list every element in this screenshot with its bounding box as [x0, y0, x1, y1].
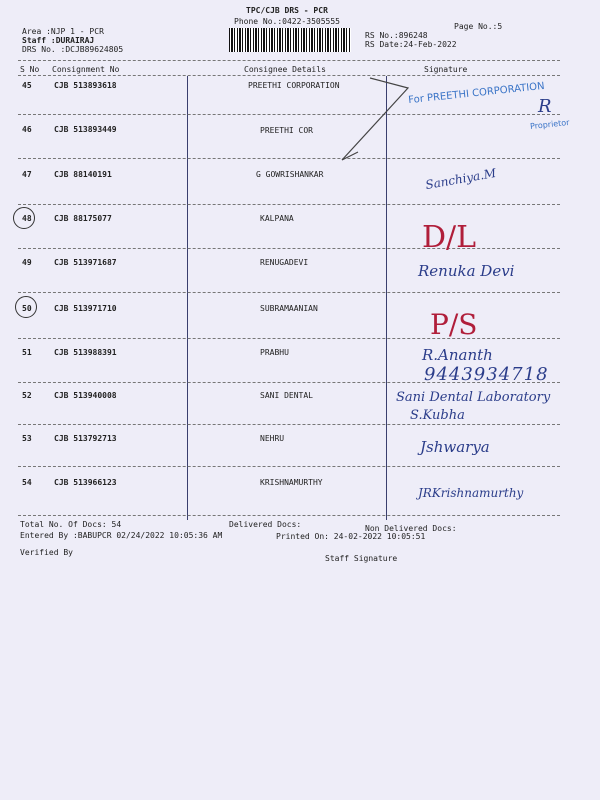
signature: Jshwarya	[420, 438, 490, 456]
printed-on: Printed On: 24-02-2022 10:05:51	[276, 532, 426, 541]
sheet-title: TPC/CJB DRS - PCR	[246, 6, 328, 15]
col-header-consignment: Consignment No	[52, 65, 120, 74]
row-consignee: SUBRAMAANIAN	[260, 304, 318, 313]
area-label: Area :NJP 1 - PCR	[22, 27, 104, 36]
row-consignment: CJB 513940008	[54, 391, 117, 400]
row-consignment: CJB 88140191	[54, 170, 112, 179]
row-sno: 52	[22, 391, 32, 400]
row-sno: 50	[22, 304, 32, 313]
col-header-sno: S No	[20, 65, 40, 74]
delivered-docs: Delivered Docs:	[229, 520, 302, 529]
row-sno: 46	[22, 125, 32, 134]
handwritten-phone: 9443934718	[424, 364, 549, 385]
row-consignment: CJB 513971687	[54, 258, 117, 267]
signature: R.Ananth	[422, 346, 493, 364]
page-number: Page No.:5	[454, 22, 503, 31]
row-consignment: CJB 513966123	[54, 478, 117, 487]
signature: P/S	[430, 308, 478, 341]
proprietor-initial: R	[538, 96, 552, 117]
row-divider	[18, 158, 560, 159]
row-divider	[18, 466, 560, 467]
dental-stamp: Sani Dental Laboratory	[396, 390, 551, 405]
row-divider	[18, 248, 560, 249]
barcode	[229, 28, 351, 52]
row-sno: 53	[22, 434, 32, 443]
row-consignment: CJB 513893449	[54, 125, 117, 134]
row-sno: 51	[22, 348, 32, 357]
staff-label: Staff :DURAIRAJ	[22, 36, 95, 45]
drs-number: DRS No. :DCJB89624805	[22, 45, 124, 54]
row-sno: 45	[22, 81, 32, 90]
row-consignee: PRABHU	[260, 348, 289, 357]
row-divider	[18, 515, 560, 516]
row-consignee: RENUGADEVI	[260, 258, 309, 267]
non-delivered-docs: Non Delivered Docs:	[365, 524, 457, 533]
row-divider	[18, 114, 560, 115]
row-divider	[18, 338, 560, 339]
company-stamp: For PREETHI CORPORATION	[407, 80, 546, 107]
col-header-signature: Signature	[424, 65, 468, 74]
row-consignee: KALPANA	[260, 214, 294, 223]
row-divider	[18, 204, 560, 205]
divider	[18, 75, 560, 76]
row-consignment: CJB 513893618	[54, 81, 117, 90]
total-docs: Total No. Of Docs: 54	[20, 520, 122, 529]
rs-date: RS Date:24-Feb-2022	[365, 40, 457, 49]
row-consignee: NEHRU	[260, 434, 285, 443]
signature: Renuka Devi	[418, 262, 515, 280]
company-stamp-proprietor: Proprietor	[529, 117, 570, 132]
signature: Sanchiya.M	[424, 165, 498, 193]
row-consignee: PREETHI COR	[260, 126, 313, 135]
column-separator	[187, 76, 188, 520]
row-sno: 49	[22, 258, 32, 267]
row-divider	[18, 292, 560, 293]
col-header-consignee: Consignee Details	[244, 65, 326, 74]
verified-by: Verified By	[20, 548, 73, 557]
staff-signature-label: Staff Signature	[325, 554, 398, 563]
divider	[18, 60, 560, 61]
row-consignment: CJB 513988391	[54, 348, 117, 357]
tick-mark	[330, 68, 410, 168]
row-consignment: CJB 513792713	[54, 434, 117, 443]
row-consignee: KRISHNAMURTHY	[260, 478, 323, 487]
row-sno: 47	[22, 170, 32, 179]
signature: S.Kubha	[410, 408, 465, 423]
row-consignee: PREETHI CORPORATION	[248, 81, 340, 90]
row-consignee: G GOWRISHANKAR	[256, 170, 324, 179]
rs-number: RS No.:896248	[365, 31, 428, 40]
row-consignment: CJB 88175077	[54, 214, 112, 223]
row-consignee: SANI DENTAL	[260, 391, 313, 400]
row-sno: 54	[22, 478, 32, 487]
row-sno: 48	[22, 214, 32, 223]
entered-by: Entered By :BABUPCR 02/24/2022 10:05:36 AM	[20, 531, 223, 540]
signature: D/L	[422, 220, 477, 255]
row-consignment: CJB 513971710	[54, 304, 117, 313]
phone-number: Phone No.:0422-3505555	[234, 17, 340, 26]
signature: JRKrishnamurthy	[418, 486, 524, 500]
row-divider	[18, 424, 560, 425]
